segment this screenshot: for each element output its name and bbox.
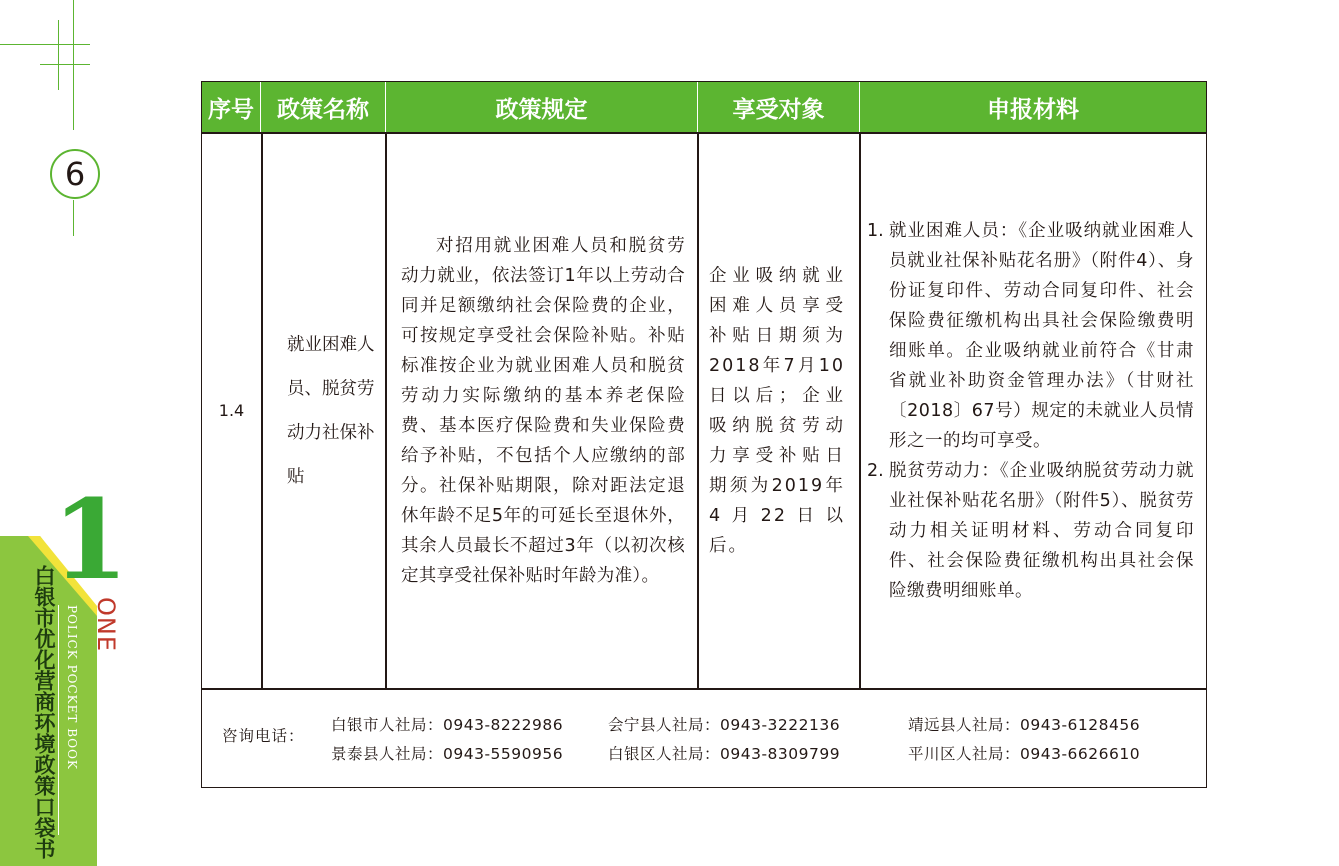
contact-entry: 靖远县人社局：0943-6128456 xyxy=(908,716,1141,734)
decor-line xyxy=(73,200,74,236)
chapter-digit: 1 xyxy=(52,475,129,604)
material-text: 就业困难人员：《企业吸纳就业困难人员就业社保补贴花名册》（附件4）、身份证复印件、劳动合同复印件、社会保险费征缴机构出具社会保险缴费明细账单。企业吸纳就业前符合《甘肃省就业补助资金管理办法》（甘财社〔2018〕67号）规定的未就业人员情形之一的均可享受。 xyxy=(889,221,1194,451)
header-policy-name: 政策名称 xyxy=(261,82,386,132)
material-number: 2. xyxy=(867,461,884,481)
material-number: 1. xyxy=(867,221,884,241)
decor-line xyxy=(40,64,90,65)
cell-target xyxy=(699,134,859,688)
book-title-cn: 白银市优化营商环境政策口袋书 xyxy=(32,565,57,859)
header-target: 享受对象 xyxy=(698,82,860,132)
contact-footer xyxy=(202,690,1206,787)
contact-entry: 景泰县人社局：0943-5590956 xyxy=(331,745,564,763)
cell-materials xyxy=(861,134,1206,688)
decor-line xyxy=(58,20,59,90)
header-policy-rule: 政策规定 xyxy=(386,82,698,132)
cell-policy-rule xyxy=(387,134,697,688)
cell-policy-name: 就业困难人员、脱贫劳动力社保补贴 xyxy=(287,335,375,487)
header-materials: 申报材料 xyxy=(860,82,1206,132)
cell-seq: 1.4 xyxy=(218,401,245,420)
policy-table xyxy=(201,81,1207,788)
decor-line xyxy=(0,44,90,45)
material-item xyxy=(867,216,1194,456)
decor-line xyxy=(73,0,74,130)
book-title-en: POLICK POCKET BOOK xyxy=(58,605,79,835)
header-seq: 序号 xyxy=(202,82,261,132)
contact-label: 咨询电话： xyxy=(222,727,305,745)
chapter-word: ONE xyxy=(92,597,120,653)
page-number: 6 xyxy=(50,149,100,199)
contact-entry: 白银区人社局：0943-8309799 xyxy=(608,745,841,763)
material-text: 脱贫劳动力：《企业吸纳脱贫劳动力就业社保补贴花名册》（附件5）、脱贫劳动力相关证明材料、劳动合同复印件、社会保险费征缴机构出具社会保险缴费明细账单。 xyxy=(889,461,1194,601)
contact-entry: 会宁县人社局：0943-3222136 xyxy=(608,716,841,734)
policy-rule-text: 对招用就业困难人员和脱贫劳动力就业，依法签订1年以上劳动合同并足额缴纳社会保险费的企业，可按规定享受社会保险补贴。补贴标准按企业为就业困难人员和脱贫劳动力实际缴纳的基本养老保险费、基本医疗保险费和失业保险费给予补贴，不包括个人应缴纳的部分。社保补贴期限，除对距法定退休年龄不足5年的可延长至退休外，其余人员最长不超过3年（以初次核定其享受社保补贴时年龄为准）。 xyxy=(401,236,685,586)
material-item xyxy=(867,456,1194,606)
target-text: 企业吸纳就业困难人员享受补贴日期须为2018年7月10日以后；企业吸纳脱贫劳动力享受补贴日期须为2019年4月22日以后。 xyxy=(709,266,845,556)
contact-entry: 平川区人社局：0943-6626610 xyxy=(908,745,1141,763)
contact-entry: 白银市人社局：0943-8222986 xyxy=(331,716,564,734)
